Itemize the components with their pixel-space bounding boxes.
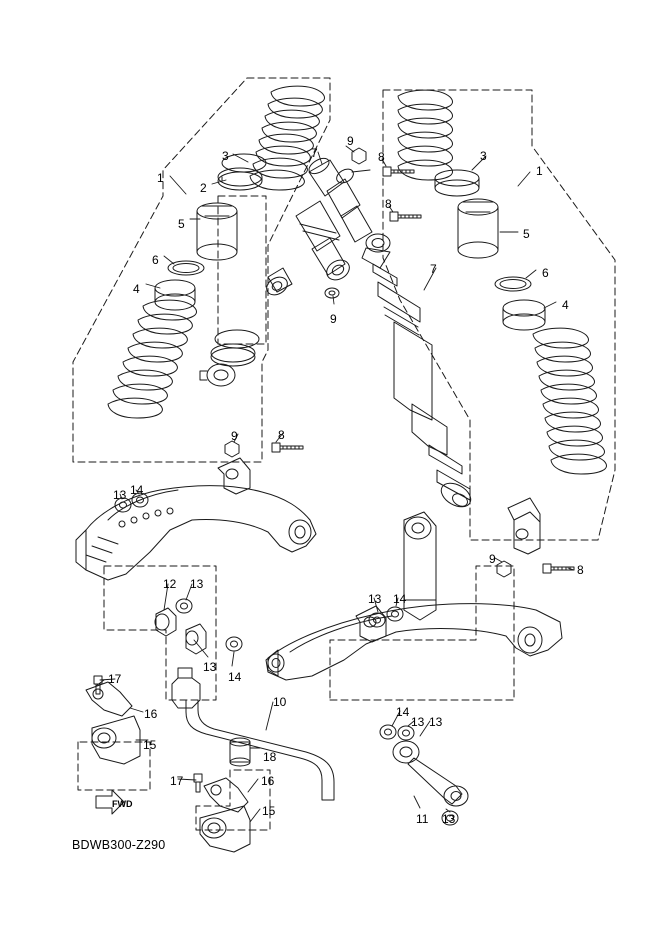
coil-spring-right-lower [533,328,607,474]
callout-number: 4 [133,282,140,296]
nut-right-lower [497,561,511,577]
bushing-link-13a [380,725,396,739]
callout-number: 7 [430,262,437,276]
control-arm-left [76,458,316,580]
nut-left-lower [325,288,339,298]
callout-number: 8 [278,428,285,442]
shock-body-cover-left [197,203,237,260]
group-outline-right-shock [383,90,615,540]
nut-left-upper [352,148,366,164]
bolt-arm-left [272,443,303,452]
bolt-left-lower [390,212,421,221]
spring-seat-ring-right [435,170,479,196]
callout-number: 6 [152,253,159,267]
bolt-17-right [194,774,202,792]
callout-number: 16 [144,707,158,721]
callout-number: 13 [429,715,443,729]
coil-spring-left-front [108,300,197,418]
callout-number: 5 [178,217,185,231]
callout-number: 18 [263,750,277,764]
callout-number: 2 [200,181,207,195]
bushing-14-mid [226,637,242,651]
bump-stop-left [155,280,195,310]
callout-number: 7 [311,146,318,160]
callout-number: 15 [262,804,276,818]
callout-number: 9 [489,552,496,566]
bushing-13-mid [176,599,192,613]
callout-number: 14 [130,483,144,497]
shock-body-cover-right [458,199,498,258]
group-outline-bushing-right [330,566,514,700]
shock-absorber-left [263,155,372,298]
stabilizer-bracket-left [86,680,140,764]
callout-number: 8 [378,150,385,164]
callout-number: 15 [143,738,157,752]
callout-number: 8 [385,197,392,211]
callout-number: 1 [536,164,543,178]
callout-number: 5 [523,227,530,241]
callout-number: 9 [231,429,238,443]
callout-number: 14 [228,670,242,684]
callout-number: 10 [273,695,287,709]
callout-number: 13 [442,812,456,826]
inner-rings-left [200,330,259,386]
part-code-label: BDWB300-Z290 [72,838,166,852]
callout-number: 3 [480,149,487,163]
callout-number: 17 [108,672,122,686]
callout-number: 11 [416,812,429,826]
callout-number: 1 [157,171,164,185]
callout-number: 14 [396,705,410,719]
callout-number: 3 [222,149,229,163]
shock-mount-bracket-right [508,498,540,554]
callout-number: 13 [411,715,425,729]
callout-number: 17 [170,774,184,788]
o-ring-right [495,277,531,291]
stabilizer-link-11 [393,741,468,806]
leader-lines [100,146,574,822]
callout-number: 12 [163,577,177,591]
group-outline-left-shock [73,78,330,462]
callout-number: 6 [542,266,549,280]
fwd-direction-label: FWD [112,799,133,809]
shock-absorber-right [362,234,475,512]
callout-number: 13 [113,488,127,502]
bump-stop-right [503,300,545,330]
stabilizer-bracket-right [200,778,250,852]
callout-number: 8 [577,563,584,577]
collar-13-mid [186,624,206,654]
callout-number: 14 [393,592,407,606]
stabilizer-bushing-18 [230,738,250,766]
callout-number: 13 [203,660,217,674]
coil-spring-right-upper [398,90,453,180]
callout-number: 16 [261,774,275,788]
callout-number: 4 [562,298,569,312]
nut-arm-left [225,441,239,457]
callout-number: 13 [190,577,204,591]
bushing-right-14 [387,607,403,621]
callout-number: 13 [368,592,382,606]
callout-number: 9 [330,312,337,326]
callout-number: 9 [347,134,354,148]
